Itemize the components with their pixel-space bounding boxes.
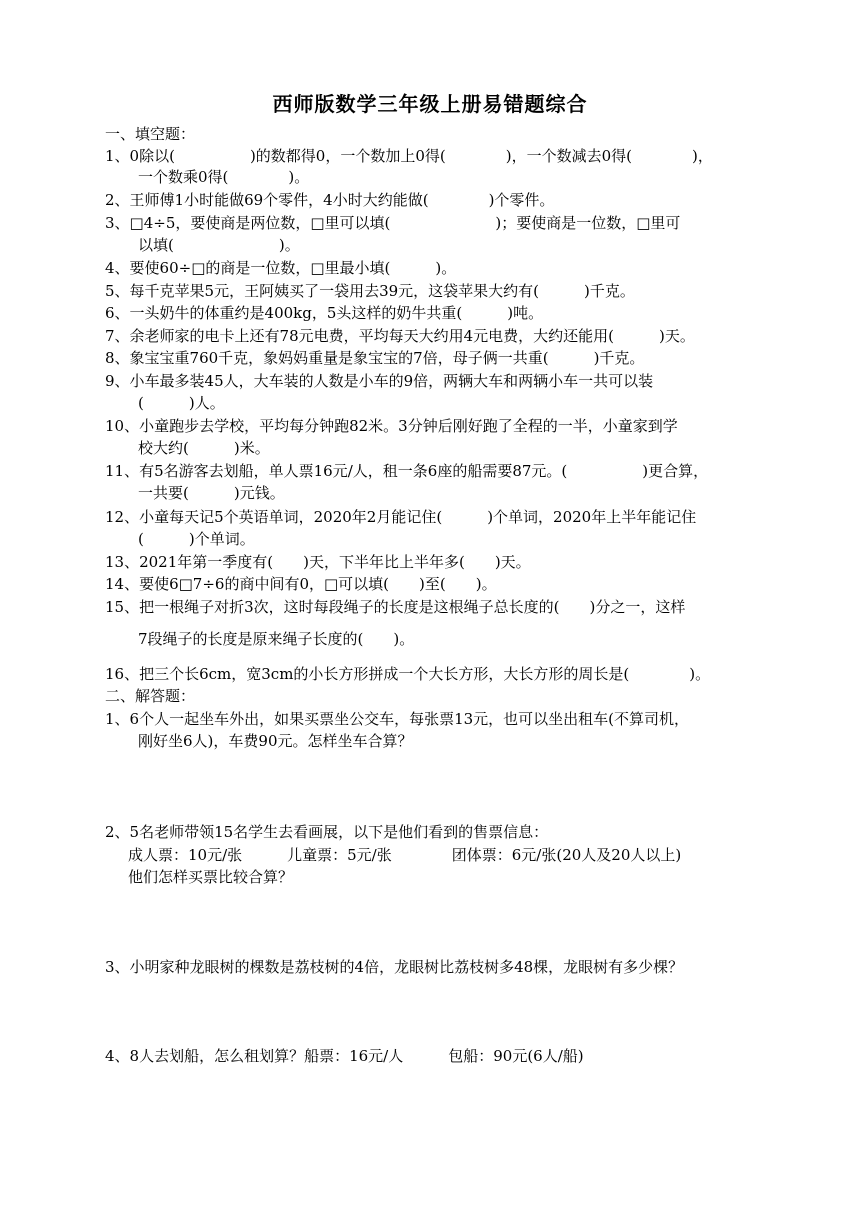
question-8: 8、象宝宝重760千克，象妈妈重量是象宝宝的7倍，母子俩一共重( )千克。 [105,349,645,367]
question-10-line-1: 10、小童跑步去学校，平均每分钟跑82米。3分钟后刚好跑了全程的一半，小童家到学 [105,417,678,435]
ticket-info: 成人票：10元/张 儿童票：5元/张 团体票：6元/张(20人及20人以上) [128,846,682,864]
question-12-line-1: 12、小童每天记5个英语单词，2020年2月能记住( )个单词，2020年上半年能记住 [105,508,697,526]
question-5: 5、每千克苹果5元，王阿姨买了一袋用去39元，这袋苹果大约有( )千克。 [105,282,635,300]
question-13: 13、2021年第一季度有( )天，下半年比上半年多( )天。 [105,553,531,571]
question-6: 6、一头奶牛的体重约是400kg，5头这样的奶牛共重( )吨。 [105,304,544,322]
question-16: 16、把三个长6cm，宽3cm的小长方形拼成一个大长方形，大长方形的周长是( )。 [105,665,711,683]
question-12-line-2: ( )个单词。 [138,530,255,548]
question-11-line-2: 一共要( )元钱。 [138,484,285,502]
question-9-line-1: 9、小车最多装45人，大车装的人数是小车的9倍，两辆大车和两辆小车一共可以装 [105,372,654,390]
question-15-line-1: 15、把一根绳子对折3次，这时每段绳子的长度是这根绳子总长度的( )分之一，这样 [105,598,686,616]
question-4: 4、要使60÷□的商是一位数，□里最小填( )。 [105,259,457,277]
problem-2-line-1: 2、5名老师带领15名学生去看画展，以下是他们看到的售票信息： [105,823,549,841]
section-heading-word-problems: 二、解答题： [105,687,196,705]
problem-1-line-2: 刚好坐6人)，车费90元。怎样坐车合算？ [138,732,413,750]
question-1-line-1: 1、0除以( )的数都得0，一个数加上0得( )，一个数减去0得( )， [105,147,713,165]
problem-1-line-1: 1、6个人一起坐车外出，如果买票坐公交车，每张票13元，也可以坐出租车(不算司机， [105,710,690,728]
question-3-line-1: 3、□4÷5，要使商是两位数，□里可以填( )；要使商是一位数，□里可 [105,214,681,232]
problem-4: 4、8人去划船，怎么租划算？船票：16元/人 包船：90元(6人/船) [105,1047,584,1065]
question-3-line-2: 以填( )。 [138,236,300,254]
question-15-line-2: 7段绳子的长度是原来绳子长度的( )。 [138,630,415,648]
section-heading-fill-blank: 一、填空题： [105,125,196,143]
question-9-line-2: ( )人。 [138,394,225,412]
question-11-line-1: 11、有5名游客去划船，单人票16元/人，租一条6座的船需要87元。( )更合算， [105,462,709,480]
question-14: 14、要使6□7÷6的商中间有0，□可以填( )至( )。 [105,575,497,593]
question-10-line-2: 校大约( )米。 [138,439,270,457]
question-2: 2、王师傅1小时能做69个零件，4小时大约能做( )个零件。 [105,191,555,209]
page-title: 西师版数学三年级上册易错题综合 [272,92,588,116]
question-1-line-2: 一个数乘0得( )。 [138,168,310,186]
question-7: 7、余老师家的电卡上还有78元电费，平均每天大约用4元电费，大约还能用( )天。 [105,327,695,345]
problem-2-line-3: 他们怎样买票比较合算？ [128,868,294,886]
problem-3: 3、小明家种龙眼树的棵数是荔枝树的4倍，龙眼树比荔枝树多48棵，龙眼树有多少棵？ [105,958,684,976]
